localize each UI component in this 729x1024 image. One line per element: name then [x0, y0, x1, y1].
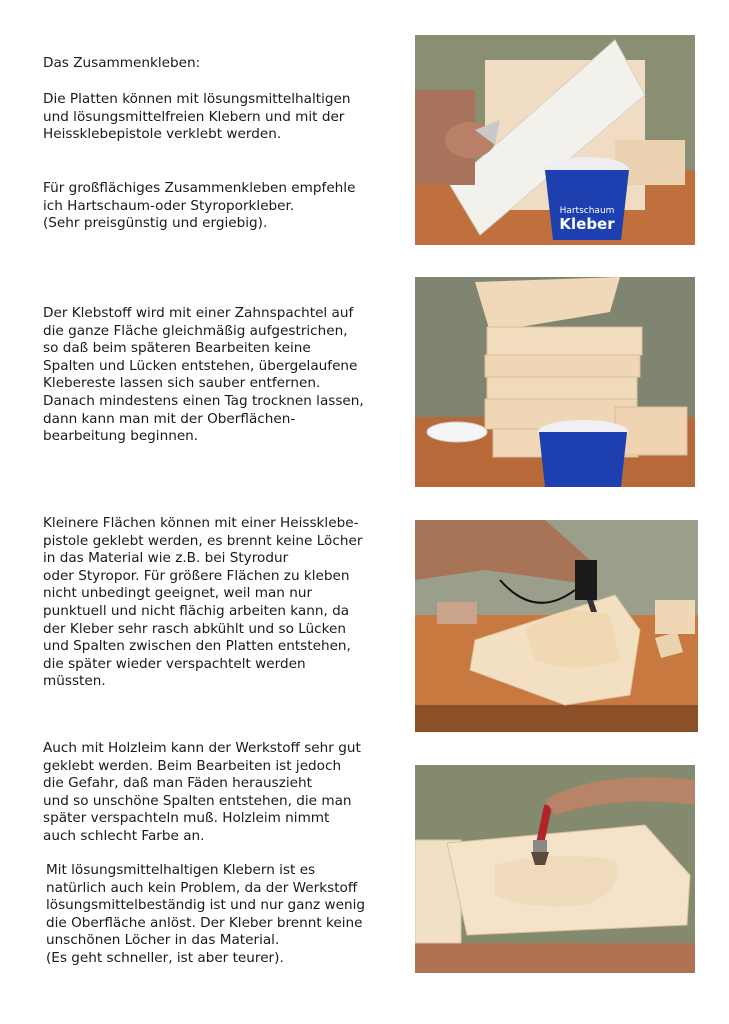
section-1-heading: Das Zusammenkleben: [43, 55, 201, 71]
photo-brush-surface-drawing [415, 765, 695, 973]
section-4-paragraph-2: Mit lösungsmittelhaltigen Klebern ist es natürlich auch kein Problem, da der Werkstoff lösungsmittelbeständig ist und nur ganz wenig die Oberfläche anlöst. Der Kleber brennt keine unschönen Löcher in das Material. (Es geht schneller, ist aber teurer). [46, 862, 366, 966]
photo-stacked-boards [415, 277, 695, 487]
photo-glue-application [415, 35, 695, 245]
bucket-label-large: Kleber [559, 215, 615, 233]
photo-hot-glue-gun-drawing [415, 520, 698, 732]
photo-hot-glue-gun [415, 520, 698, 732]
bucket-label-small: Hartschaum [559, 206, 615, 216]
photo-stacked-boards-drawing [415, 277, 695, 487]
section-2-paragraph: Der Klebstoff wird mit einer Zahnspachtel auf die ganze Fläche gleichmäßig aufgestrichen, so daß beim späteren Bearbeiten keine Spalten und Lücken entstehen, übergelaufene Klebereste lassen sich sauber entfernen. Danach mindestens einen Tag trocknen lassen, dann kann man mit der Oberflächen- bearbeitung beginnen. [43, 305, 364, 445]
section-4-paragraph-1: Auch mit Holzleim kann der Werkstoff sehr gut geklebt werden. Beim Bearbeiten ist jedoch die Gefahr, daß man Fäden herauszieht und so unschöne Spalten entstehen, die man später verspachteln muß. Holzleim nimmt auch schlecht Farbe an. [43, 740, 361, 844]
section-3-paragraph: Kleinere Flächen können mit einer Heissklebe- pistole geklebt werden, es brennt keine Löcher in das Material wie z.B. bei Styrodur oder Styropor. Für größere Flächen zu kleben nicht unbedingt geeignet, weil man nur punktuell und nicht flächig arbeiten kann, da der Kleber sehr rasch abkühlt und so Lücken und Spalten zwischen den Platten entstehen, die später wieder verspachtelt werden müssten. [43, 515, 363, 690]
section-1-paragraph-2: Für großflächiges Zusammenkleben empfehle ich Hartschaum-oder Styroporkleber. (Sehr preisgünstig und ergiebig). [43, 180, 356, 232]
photo-glue-application-drawing [415, 35, 695, 245]
photo-brush-surface [415, 765, 695, 973]
section-1-paragraph-1: Die Platten können mit lösungsmittelhaltigen und lösungsmittelfreien Klebern und mit der Heissklebepistole verklebt werden. [43, 91, 351, 143]
